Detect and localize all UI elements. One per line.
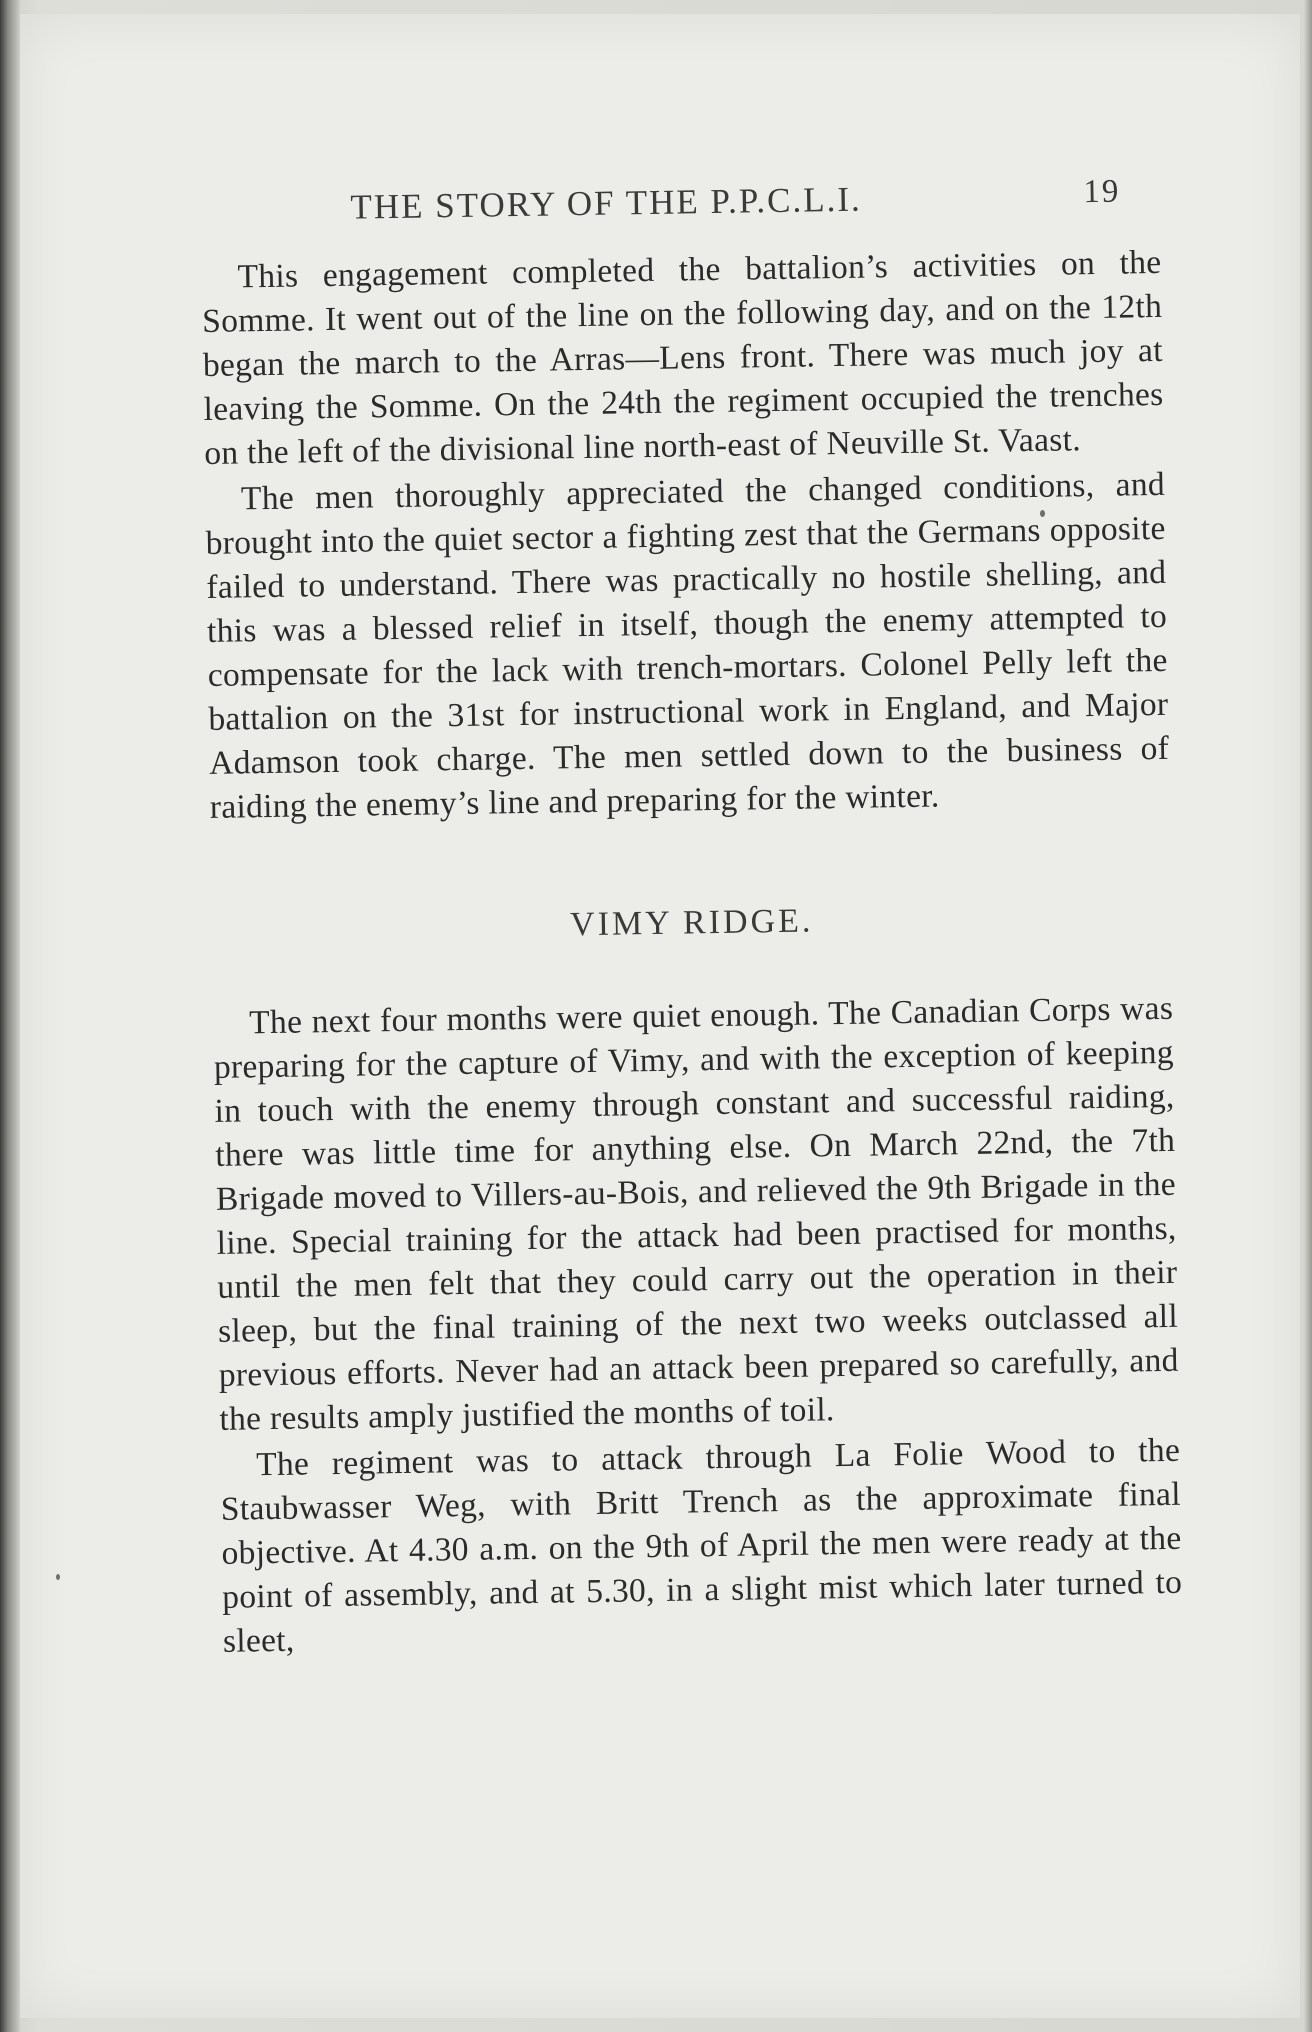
paragraph: The men thoroughly appreciated the changed conditions, and brought into the quiet sector a fighting zest that the Germans opposite failed to understand. There was practically no hostile shelling, and this was a blessed relief in itself, though the enemy attempted to compensate for the lack with trench-mortars. Colonel Pelly left the battalion on the 31st for instructional work in England, and Major Adamson took charge. The men settled down to the business of raiding the enemy’s line and preparing for the winter. (205, 465, 1170, 826)
book-gutter-shadow (0, 0, 20, 2032)
page-edge-shadow (1304, 0, 1312, 2032)
section-heading: VIMY RIDGE. (569, 902, 814, 944)
paragraph: The regiment was to attack through La Folie Wood to the Staubwasser Weg, with Britt Trench as the approximate final objective. At 4.30 a.m. on the 9th of April the men were ready at the point of assembly, and at 5.30, in a slight mist which later turned to sleet, (220, 1431, 1183, 1660)
running-head-title: THE STORY OF THE P.P.C.L.I. (350, 179, 863, 227)
paragraph: This engagement completed the battalion’s activities on the Somme. It went out of the line on the following day, and on the 12th began the march to the Arras—Lens front. There was much joy at leaving the Somme. On the 24th the regiment occupied the trenches on the left of the divisional line north-east of Neuville St. Vaast. (201, 243, 1164, 472)
paper-speck (56, 1574, 60, 1580)
page-content (200, 165, 1183, 1666)
page-number: 19 (1083, 173, 1121, 211)
paragraph: The next four months were quiet enough. The Canadian Corps was preparing for the capture of Vimy, and with the exception of keeping in touch with the enemy through constant and successful raiding, there was little time for anything else. On March 22nd, the 7th Brigade moved to Villers-au-Bois, and relieved the 9th Brigade in the line. Special training for the attack had been practised for months, until the men felt that they could carry out the operation in their sleep, but the final training of the next two weeks outclassed all previous efforts. Never had an attack been prepared so carefully, and the results amply justified the months of toil. (213, 989, 1179, 1438)
